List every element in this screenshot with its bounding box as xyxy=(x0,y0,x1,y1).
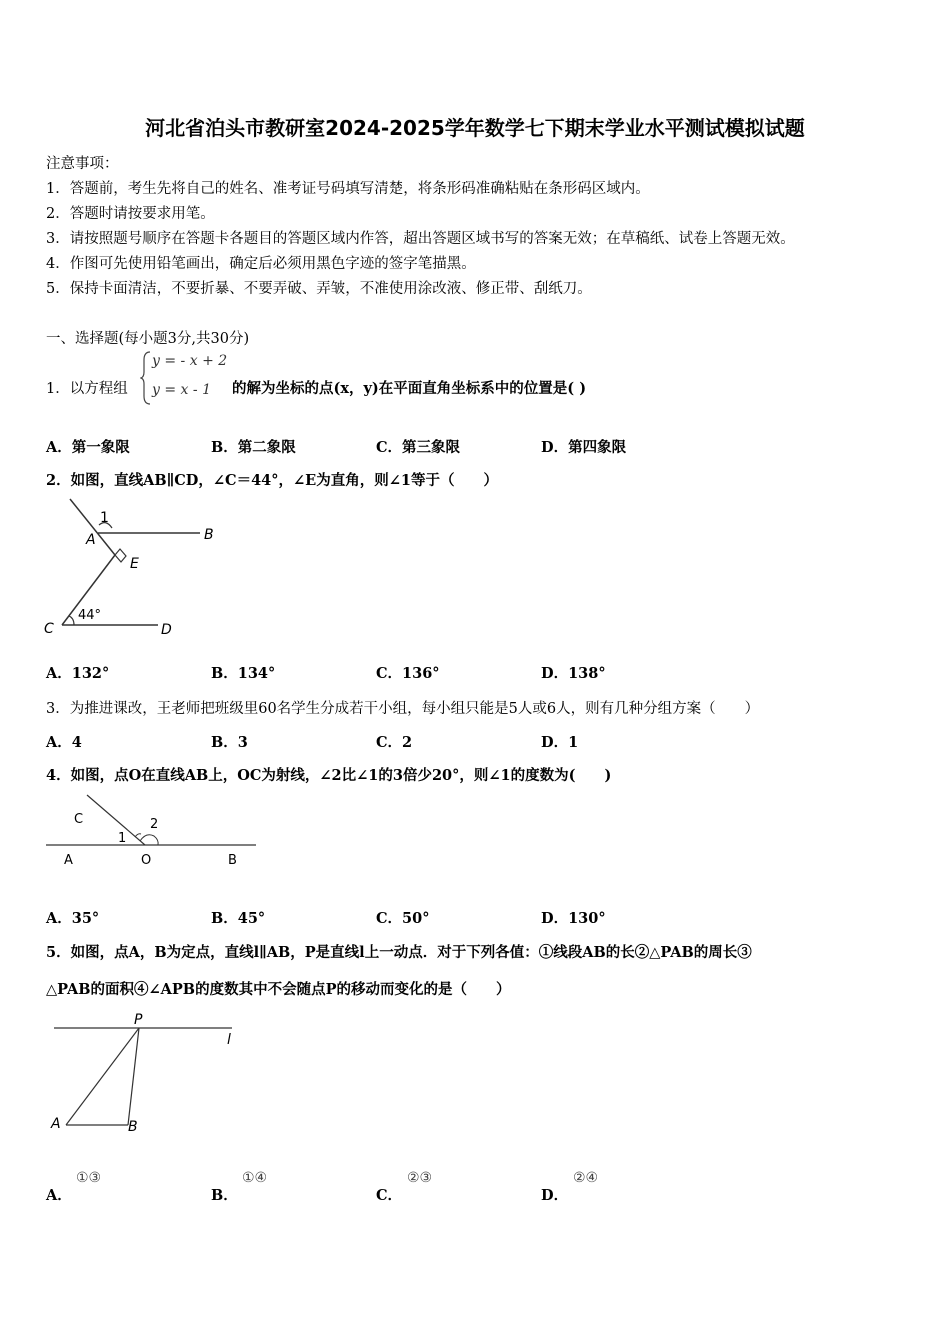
q5-figure xyxy=(44,1008,254,1138)
q1-equation-2: y = x - 1 xyxy=(152,382,211,398)
q2-label-angle-c: 44° xyxy=(78,608,102,623)
q4-option-d[interactable]: D．130° xyxy=(541,910,606,927)
q4-option-a[interactable]: A．35° xyxy=(46,910,100,927)
q2-option-c[interactable]: C．136° xyxy=(376,665,440,682)
q1-option-a[interactable]: A．第一象限 xyxy=(46,439,130,456)
q5-option-a-value: ①③ xyxy=(76,1170,102,1186)
q2-option-d[interactable]: D．138° xyxy=(541,665,606,682)
q2-option-b[interactable]: B．134° xyxy=(211,665,276,682)
q1-prefix: 1．以方程组 xyxy=(46,381,128,397)
notice-item: 1．答题前，考生先将自己的姓名、准考证号码填写清楚，将条形码准确粘贴在条形码区域内。 xyxy=(46,181,650,197)
q5-option-c-value: ②③ xyxy=(407,1170,433,1186)
q4-label-a: A xyxy=(64,853,73,868)
page-title: 河北省泊头市教研室2024-2025学年数学七下期末学业水平测试模拟试题 xyxy=(145,116,805,140)
q2-option-a[interactable]: A．132° xyxy=(46,665,110,682)
q5-option-b-value: ①④ xyxy=(242,1170,268,1186)
q1-option-d[interactable]: D．第四象限 xyxy=(541,439,627,456)
q5-label-a: A xyxy=(51,1116,61,1132)
notice-heading: 注意事项： xyxy=(46,156,119,172)
q4-label-o: O xyxy=(141,853,152,868)
q2-label-angle1: 1 xyxy=(100,510,109,526)
q3-option-d[interactable]: D．1 xyxy=(541,734,579,751)
q2-label-c: C xyxy=(44,621,54,637)
q2-text: 2．如图，直线AB∥CD，∠C＝44°，∠E为直角，则∠1等于（ ） xyxy=(46,472,498,489)
q5-text-line2: △PAB的面积④∠APB的度数其中不会随点P的移动而变化的是（ ） xyxy=(46,981,511,998)
q4-option-c[interactable]: C．50° xyxy=(376,910,430,927)
notice-item: 2．答题时请按要求用笔。 xyxy=(46,206,215,222)
q4-label-angle1: 1 xyxy=(118,831,127,846)
q3-option-c[interactable]: C．2 xyxy=(376,734,413,751)
notice-item: 5．保持卡面清洁，不要折暴、不要弄破、弄皱，不准使用涂改液、修正带、刮纸刀。 xyxy=(46,281,592,297)
section-heading: 一、选择题(每小题3分,共30分) xyxy=(46,331,250,347)
q4-figure xyxy=(40,790,270,880)
q2-label-a: A xyxy=(86,532,96,548)
q2-label-b: B xyxy=(204,527,214,543)
q2-figure xyxy=(40,495,240,645)
q4-label-b: B xyxy=(228,853,237,868)
q5-option-b[interactable]: B． xyxy=(211,1187,238,1204)
q5-label-b: B xyxy=(128,1119,138,1135)
notice-item: 4．作图可先使用铅笔画出，确定后必须用黑色字迹的签字笔描黑。 xyxy=(46,256,476,272)
q1-equation-1: y = - x + 2 xyxy=(152,353,228,369)
q5-option-a[interactable]: A． xyxy=(46,1187,72,1204)
q5-label-l: l xyxy=(227,1032,231,1048)
q2-label-e: E xyxy=(130,556,139,572)
q1-suffix: 的解为坐标的点(x，y)在平面直角坐标系中的位置是( ) xyxy=(232,380,587,397)
q2-label-d: D xyxy=(161,622,172,638)
q4-label-angle2: 2 xyxy=(150,817,159,832)
q3-option-a[interactable]: A．4 xyxy=(46,734,82,751)
q4-option-b[interactable]: B．45° xyxy=(211,910,266,927)
q4-label-c: C xyxy=(74,812,84,827)
q5-option-c[interactable]: C． xyxy=(376,1187,403,1204)
q3-option-b[interactable]: B．3 xyxy=(211,734,248,751)
q5-label-p: P xyxy=(134,1012,143,1028)
notice-item: 3．请按照题号顺序在答题卡各题目的答题区域内作答，超出答题区域书写的答案无效；在草稿纸、试卷上答题无效。 xyxy=(46,231,795,247)
q1-option-b[interactable]: B．第二象限 xyxy=(211,439,296,456)
q5-text-line1: 5．如图，点A，B为定点，直线l∥AB，P是直线l上一动点．对于下列各值：①线段AB的长②△PAB的周长③ xyxy=(46,944,752,961)
q1-option-c[interactable]: C．第三象限 xyxy=(376,439,461,456)
q3-text: 3．为推进课改，王老师把班级里60名学生分成若干小组，每小组只能是5人或6人，则有几种分组方案（ ） xyxy=(46,701,760,717)
q4-text: 4．如图，点O在直线AB上，OC为射线，∠2比∠1的3倍少20°，则∠1的度数为( ) xyxy=(46,767,612,784)
q5-option-d[interactable]: D． xyxy=(541,1187,569,1204)
q5-option-d-value: ②④ xyxy=(573,1170,599,1186)
